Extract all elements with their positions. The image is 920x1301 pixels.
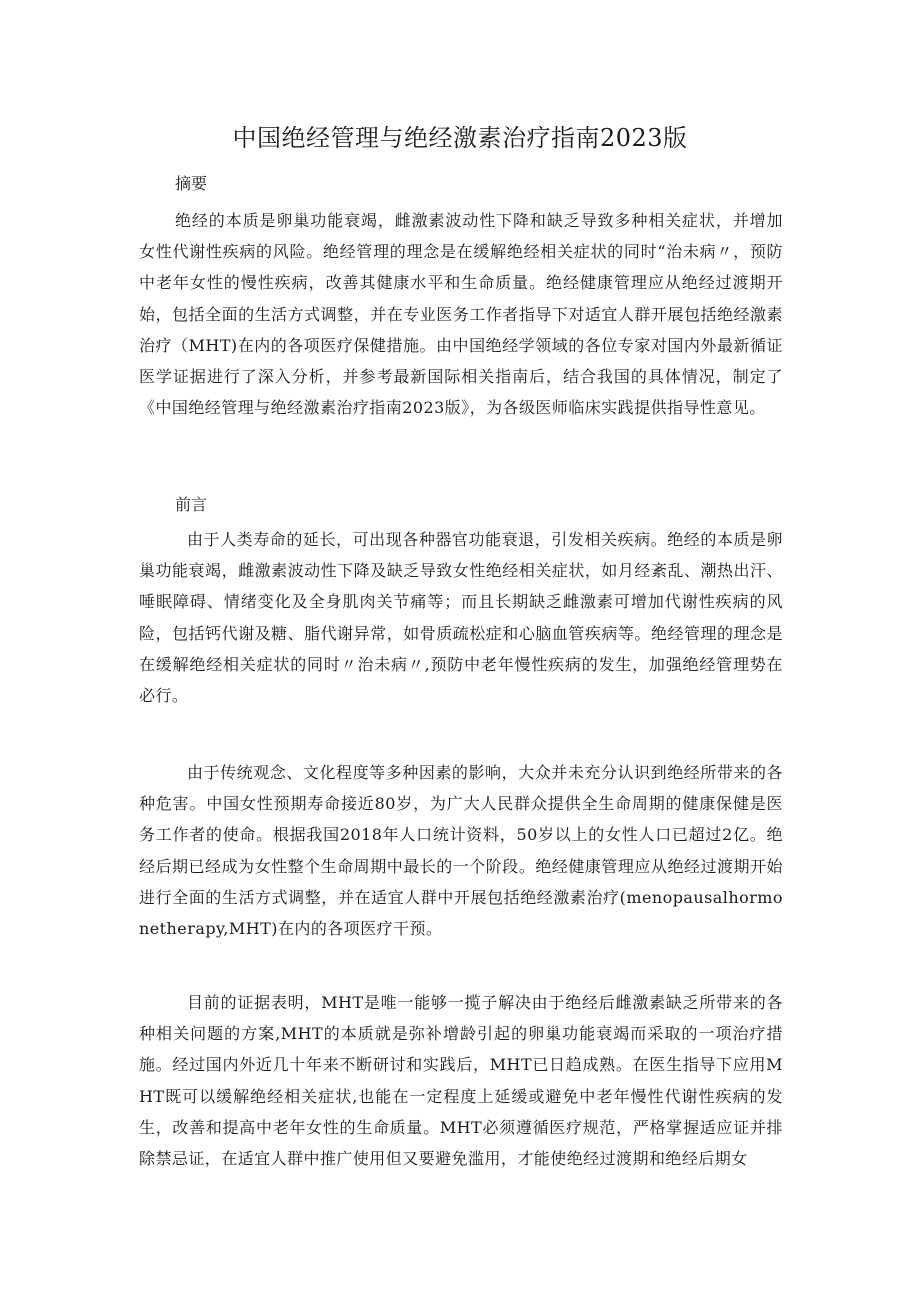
preface-paragraph-2: 由于传统观念、文化程度等多种因素的影响，大众并未充分认识到绝经所带来的各种危害。中国女性预期寿命接近80岁，为广大人民群众提供全生命周期的健康保健是医务工作者的使命。根据我国2018年人口统计资料，50岁以上的女性人口已超过2亿。绝经后期已经成为女性整个生命周期中最长的一个阶段。绝经健康管理应从绝经过渡期开始进行全面的生活方式调整，并在适宜人群中开展包括绝经激素治疗(menopausalhormonetherapy,MHT)在内的各项医疗干预。 [139,763,783,939]
preface-paragraph-3: 目前的证据表明，MHT是唯一能够一揽子解决由于绝经后雌激素缺乏所带来的各种相关问题的方案,MHT的本质就是弥补增龄引起的卵巢功能衰竭而采取的一项治疗措施。经过国内外近几十年来不断研讨和实践后，MHT已日趋成熟。在医生指导下应用MHT既可以缓解绝经相关症状,也能在一定程度上延缓或避免中老年慢性代谢性疾病的发生，改善和提高中老年女性的生命质量。MHT必须遵循医疗规范，严格掌握适应证并排除禁忌证，在适宜人群中推广使用但又要避免滥用，才能使绝经过渡期和绝经后期女 [139,993,783,1169]
abstract-heading: 摘要 [175,174,208,193]
preface-paragraph-1: 由于人类寿命的延长，可出现各种器官功能衰退，引发相关疾病。绝经的本质是卵巢功能衰竭，雌激素波动性下降及缺乏导致女性绝经相关症状，如月经紊乱、潮热出汗、唾眠障碍、情绪变化及全身肌肉关节痛等；而且长期缺乏雌激素可增加代谢性疾病的风险，包括钙代谢及糖、脂代谢异常，如骨质疏松症和心脑血管疾病等。绝经管理的理念是在缓解绝经相关症状的同时〃治未病〃,预防中老年慢性疾病的发生，加强绝经管理势在必行。 [139,530,783,706]
preface-heading: 前言 [175,495,208,514]
abstract-paragraph: 绝经的本质是卵巢功能衰竭，雌激素波动性下降和缺乏导致多种相关症状，并增加女性代谢性疾病的风险。绝经管理的理念是在缓解绝经相关症状的同时“治未病〃，预防中老年女性的慢性疾病，改善其健康水平和生命质量。绝经健康管理应从绝经过渡期开始，包括全面的生活方式调整，并在专业医务工作者指导下对适宜人群开展包括绝经激素治疗（MHT)在内的各项医疗保健措施。由中国绝经学领域的各位专家对国内外最新循证医学证据进行了深入分析，并参考最新国际相关指南后，结合我国的具体情况，制定了《中国绝经管理与绝经激素治疗指南2023版》，为各级医师临床实践提供指导性意见。 [139,211,783,418]
document-title: 中国绝经管理与绝经激素治疗指南2023版 [232,124,688,152]
